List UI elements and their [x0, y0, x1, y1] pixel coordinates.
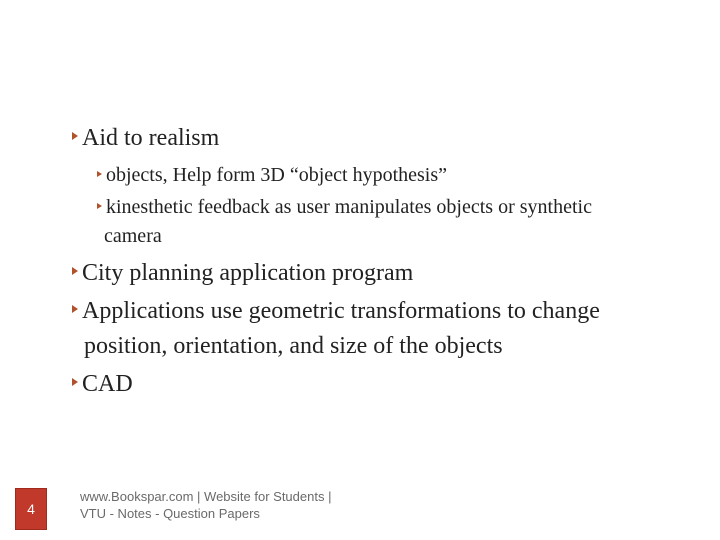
bullet-cad — [72, 370, 133, 398]
bullet-applications-continuation: position, orientation, and size of the objects — [84, 333, 503, 359]
footer-line-1: www.Bookspar.com | Website for Students | — [80, 489, 332, 504]
page-number-badge — [15, 488, 47, 530]
triangle-bullet-icon — [72, 267, 78, 275]
bullet-kinesthetic-continuation: camera — [104, 225, 162, 247]
triangle-bullet-icon — [72, 378, 78, 386]
bullet-text: objects, Help form 3D “object hypothesis” — [106, 164, 448, 186]
footer — [80, 488, 331, 522]
bullet-objects — [97, 163, 447, 187]
triangle-bullet-icon — [97, 203, 102, 209]
bullet-kinesthetic — [97, 195, 592, 219]
triangle-bullet-icon — [72, 305, 78, 313]
triangle-bullet-icon — [97, 171, 102, 177]
footer-line-2: VTU - Notes - Question Papers — [80, 506, 260, 521]
bullet-text: kinesthetic feedback as user manipulates objects or synthetic — [106, 196, 592, 218]
triangle-bullet-icon — [72, 132, 78, 140]
page-number: 4 — [27, 501, 35, 517]
bullet-text: Applications use geometric transformations to change — [82, 298, 600, 324]
bullet-text: Aid to realism — [82, 125, 220, 151]
bullet-applications — [72, 297, 600, 325]
bullet-text: City planning application program — [82, 260, 414, 286]
bullet-text: CAD — [82, 371, 133, 397]
bullet-city-planning — [72, 259, 413, 287]
bullet-aid-to-realism — [72, 124, 219, 152]
